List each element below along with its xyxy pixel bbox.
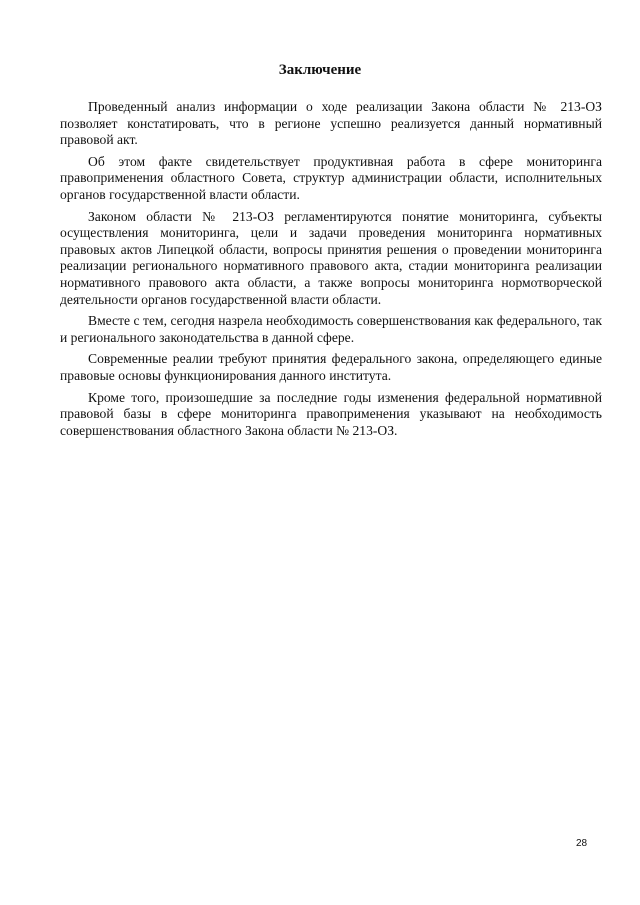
- paragraph-6: Кроме того, произошедшие за последние годы изменения федеральной нормативной правовой базы в сфере мониторинга правоприменения указывают на необходимость совершенствования областного Закона области № 213-ОЗ.: [60, 389, 602, 438]
- paragraph-4: Вместе с тем, сегодня назрела необходимость совершенствования как федерального, так и регионального законодательства в данной сфере.: [60, 313, 602, 345]
- page-number: 28: [576, 838, 588, 849]
- paragraph-3: Законом области № 213-ОЗ регламентируются понятие мониторинга, субъекты осуществления мониторинга, цели и задачи проведения мониторинга нормативных правовых актов Липецкой области, вопросы принятия решения о проведении мониторинга реализации регионального нормативного правового акта, стадии мониторинга реализации нормативного правового акта области, а также вопросы мониторинга нормотворческой деятельности органов государственной власти области.: [60, 208, 602, 307]
- paragraph-5: Современные реалии требуют принятия федерального закона, определяющего единые правовые основы функционирования данного института.: [60, 351, 602, 383]
- body-text: [60, 99, 602, 444]
- page-title: Заключение: [278, 62, 362, 78]
- paragraph-1: Проведенный анализ информации о ходе реализации Закона области № 213-ОЗ позволяет констатировать, что в регионе успешно реализуется данный нормативный правовой акт.: [60, 99, 602, 148]
- paragraph-2: Об этом факте свидетельствует продуктивная работа в сфере мониторинга правоприменения областного Совета, структур администрации области, исполнительных органов государственной власти области.: [60, 153, 602, 202]
